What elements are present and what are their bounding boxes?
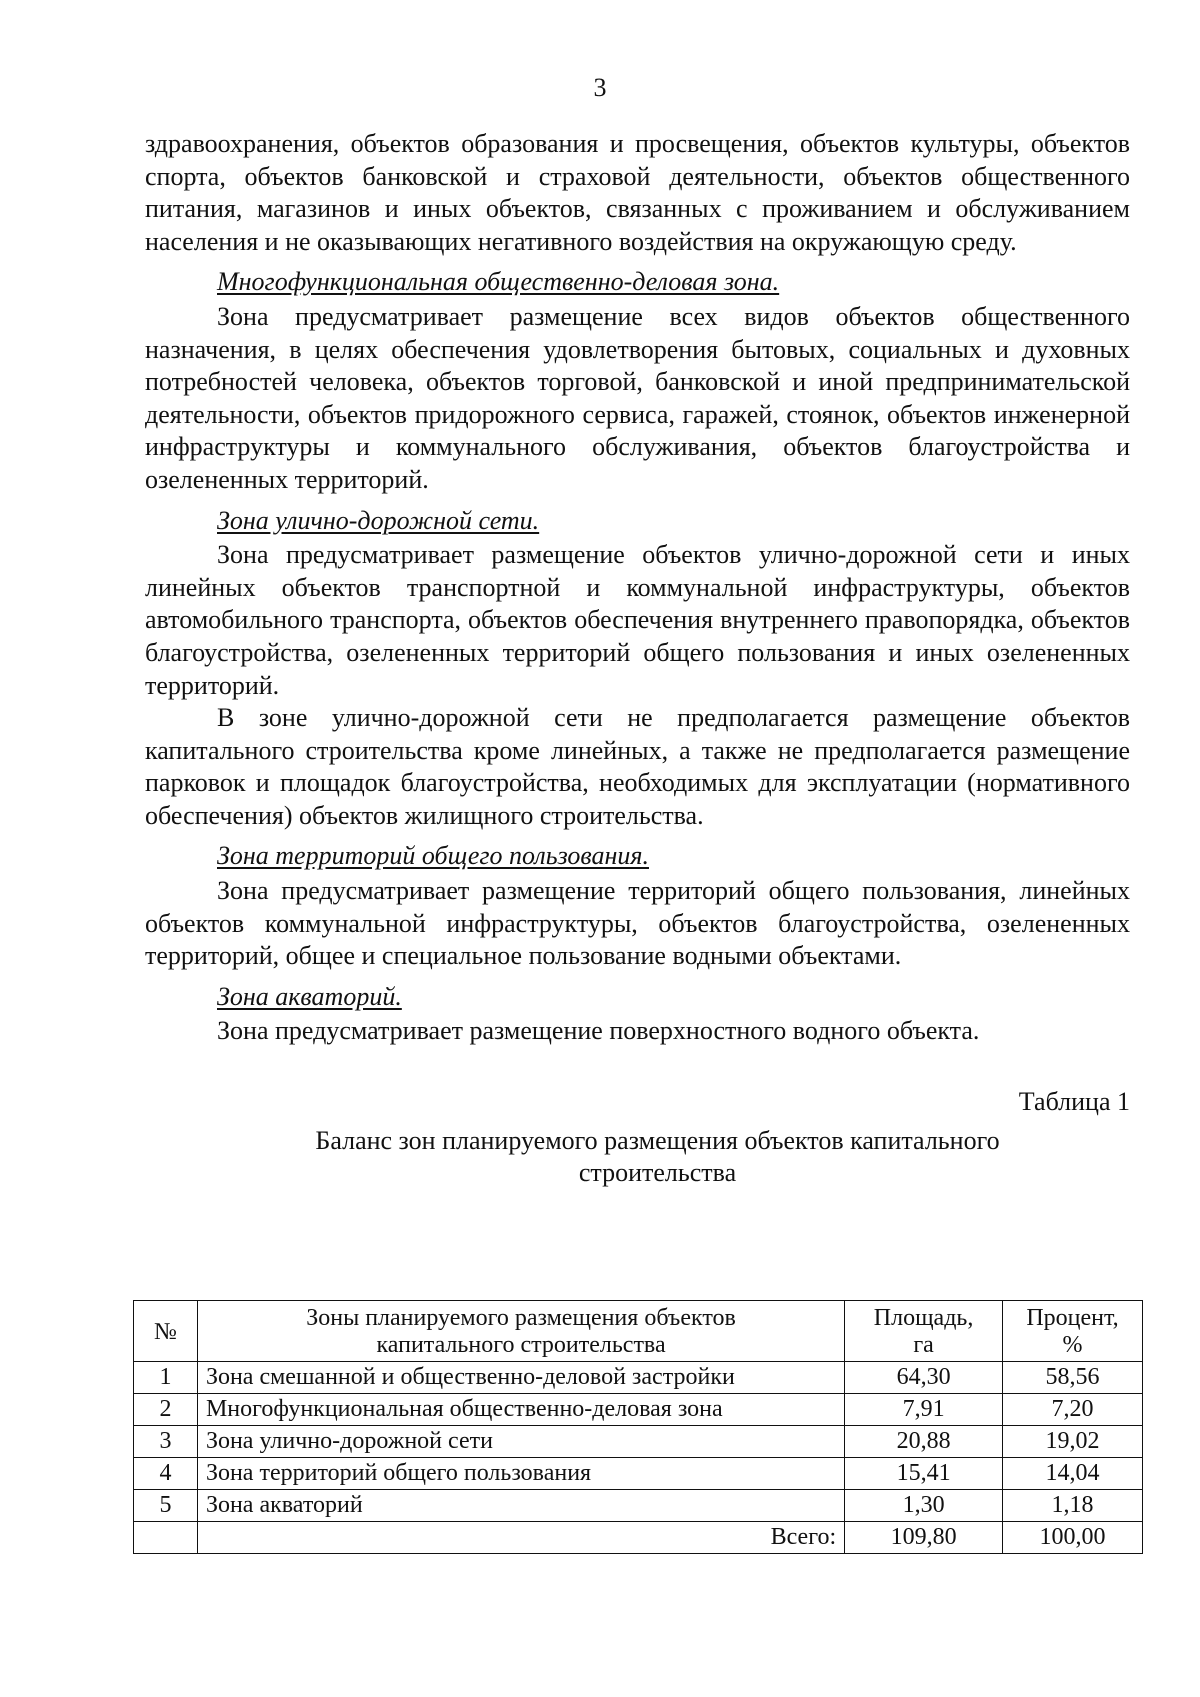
row-zone: Многофункциональная общественно-деловая зона [197,1394,844,1426]
section-heading-road-network: Зона улично-дорожной сети. [217,505,540,535]
section-paragraph: Зона предусматривает размещение объектов улично-дорожной сети и иных линейных объектов транспортной и коммунальной инфраструктуры, объектов автомобильного транспорта, объектов обеспечения внутреннего правопорядка, объектов благоустройства, озелененных территорий общего пользования и иных озелененных территорий. [145,540,1130,700]
row-percent: 1,18 [1003,1490,1143,1522]
row-num: 4 [134,1458,198,1490]
page-number: 3 [593,73,607,102]
table-title-line1: Баланс зон планируемого размещения объектов капитального [315,1125,1000,1155]
header-zone-line2: капитального строительства [376,1332,666,1358]
total-label: Всего: [197,1522,844,1554]
row-percent: 14,04 [1003,1458,1143,1490]
header-num: № [134,1301,198,1362]
total-percent: 100,00 [1003,1522,1143,1554]
zone-balance-table [133,1300,1143,1554]
total-area: 109,80 [845,1522,1003,1554]
table-title-line2: строительства [578,1158,737,1188]
header-zone-line1: Зоны планируемого размещения объектов [306,1305,736,1331]
row-zone: Зона акваторий [197,1490,844,1522]
table-label: Таблица 1 [1018,1087,1130,1117]
section-paragraph: В зоне улично-дорожной сети не предполагается размещение объектов капитального строительства кроме линейных, а также не предполагается размещение парковок и площадок благоустройства, необходимых для эксплуатации (нормативного обеспечения) объектов жилищного строительства. [145,703,1130,830]
row-area: 7,91 [845,1394,1003,1426]
table-row [134,1426,1143,1458]
row-zone: Зона улично-дорожной сети [197,1426,844,1458]
table-title [145,1125,1130,1190]
row-zone: Зона территорий общего пользования [197,1458,844,1490]
header-percent-line2: % [1062,1332,1083,1358]
table-row [134,1458,1143,1490]
section-heading-water-areas: Зона акваторий. [217,981,402,1011]
total-empty-cell [134,1522,198,1554]
row-area: 64,30 [845,1362,1003,1394]
row-zone: Зона смешанной и общественно-деловой застройки [197,1362,844,1394]
row-area: 1,30 [845,1490,1003,1522]
header-area-line2: га [913,1332,934,1358]
intro-paragraph: здравоохранения, объектов образования и просвещения, объектов культуры, объектов спорта, объектов банковской и страховой деятельности, объектов общественного питания, магазинов и иных объектов, связанных с проживанием и обслуживанием населения и не оказывающих негативного воздействия на окружающую среду. [145,129,1130,256]
row-area: 20,88 [845,1426,1003,1458]
body-text [145,128,1130,1190]
row-num: 5 [134,1490,198,1522]
header-zone [197,1301,844,1362]
row-percent: 7,20 [1003,1394,1143,1426]
section-heading-public-areas: Зона территорий общего пользования. [217,841,649,871]
section-heading-multifunctional: Многофункциональная общественно-деловая зона. [217,267,780,297]
row-area: 15,41 [845,1458,1003,1490]
section-paragraph: Зона предусматривает размещение поверхностного водного объекта. [217,1016,980,1046]
row-percent: 19,02 [1003,1426,1143,1458]
table-total-row [134,1522,1143,1554]
row-num: 2 [134,1394,198,1426]
table-row [134,1362,1143,1394]
table-row [134,1490,1143,1522]
section-paragraph: Зона предусматривает размещение территорий общего пользования, линейных объектов коммунальной инфраструктуры, объектов благоустройства, озелененных территорий, общее и специальное пользование водными объектами. [145,876,1130,971]
row-num: 1 [134,1362,198,1394]
header-area [845,1301,1003,1362]
section-paragraph: Зона предусматривает размещение всех видов объектов общественного назначения, в целях обеспечения удовлетворения бытовых, социальных и духовных потребностей человека, объектов торговой, банковской и иной предпринимательской деятельности, объектов придорожного сервиса, гаражей, стоянок, объектов инженерной инфраструктуры и коммунального обслуживания, объектов благоустройства и озелененных территорий. [145,301,1130,494]
header-area-line1: Площадь, [873,1305,974,1331]
table-row [134,1394,1143,1426]
row-percent: 58,56 [1003,1362,1143,1394]
header-percent-line1: Процент, [1026,1305,1119,1331]
row-num: 3 [134,1426,198,1458]
header-percent [1003,1301,1143,1362]
table-header-row [134,1301,1143,1362]
